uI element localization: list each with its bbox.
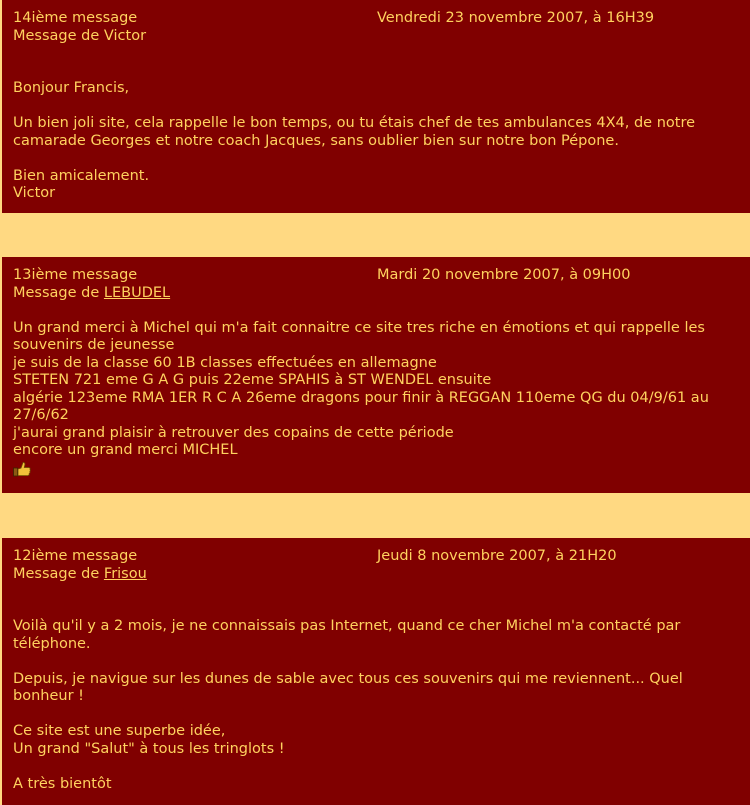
message-from <box>13 285 170 303</box>
message-line: je suis de la classe 60 1B classes effectuées en allemagne <box>13 354 437 371</box>
message-card <box>2 538 750 805</box>
message-card <box>2 0 750 213</box>
message-line <box>13 63 742 81</box>
from-prefix: Message de <box>13 565 104 582</box>
from-prefix: Message de <box>13 27 104 44</box>
message-body <box>13 583 750 793</box>
message-header <box>13 548 750 583</box>
message-line <box>13 653 742 671</box>
message-line: Voilà qu'il y a 2 mois, je ne connaissais pas Internet, quand ce cher Michel m'a contacté par téléphone. <box>13 618 681 652</box>
message-date: Vendredi 23 novembre 2007, à 16H39 <box>377 10 655 26</box>
message-line <box>13 706 742 724</box>
message-line: Ce site est une superbe idée, <box>13 723 226 739</box>
message-line: encore un grand merci MICHEL <box>13 442 238 458</box>
message-line <box>13 601 742 619</box>
message-line: Un grand merci à Michel qui m'a fait connaitre ce site tres riche en émotions et qui rappelle les souvenirs de jeunesse <box>13 319 705 353</box>
thumbs-up-icon <box>13 461 31 483</box>
message-number: 14ième message <box>13 10 138 26</box>
message-date: Mardi 20 novembre 2007, à 09H00 <box>377 267 631 283</box>
message-from <box>13 566 147 584</box>
message-line: j'aurai grand plaisir à retrouver des copains de cette période <box>13 424 454 441</box>
message-line: Bien amicalement. <box>13 167 150 184</box>
message-line <box>13 150 742 168</box>
message-header <box>13 267 750 302</box>
message-line <box>13 583 742 601</box>
message-line: Un grand "Salut" à tous les tringlots ! <box>13 740 285 757</box>
message-card <box>2 257 750 493</box>
from-prefix: Message de <box>13 284 104 301</box>
message-line <box>13 45 742 63</box>
message-line: Un bien joli site, cela rappelle le bon temps, ou tu étais chef de tes ambulances 4X4, de notre camarade Georges et notre coach Jacques, sans oublier bien sur notre bon Pépone. <box>13 115 696 149</box>
message-number: 12ième message <box>13 548 138 564</box>
message-line <box>13 302 742 320</box>
message-header <box>13 10 750 45</box>
message-number: 13ième message <box>13 267 138 283</box>
message-body <box>13 302 750 482</box>
message-line: Victor <box>13 185 56 201</box>
message-author: Victor <box>103 27 147 44</box>
message-line <box>13 98 742 116</box>
message-from <box>13 28 146 46</box>
message-author-link[interactable]: LEBUDEL <box>103 284 171 301</box>
message-author-link[interactable]: Frisou <box>103 565 147 582</box>
message-line: Depuis, je navigue sur les dunes de sable avec tous ces souvenirs qui me reviennent... Quel bonheur ! <box>13 670 683 704</box>
message-line: A très bientôt <box>13 775 112 792</box>
message-line: Bonjour Francis, <box>13 80 130 96</box>
message-date: Jeudi 8 novembre 2007, à 21H20 <box>377 548 617 564</box>
message-line <box>13 758 742 776</box>
message-line: STETEN 721 eme G A G puis 22eme SPAHIS à ST WENDEL ensuite <box>13 372 492 388</box>
message-line: algérie 123eme RMA 1ER R C A 26eme dragons pour finir à REGGAN 110eme QG du 04/9/61 au 27/6/62 <box>13 389 709 423</box>
message-body <box>13 45 750 203</box>
